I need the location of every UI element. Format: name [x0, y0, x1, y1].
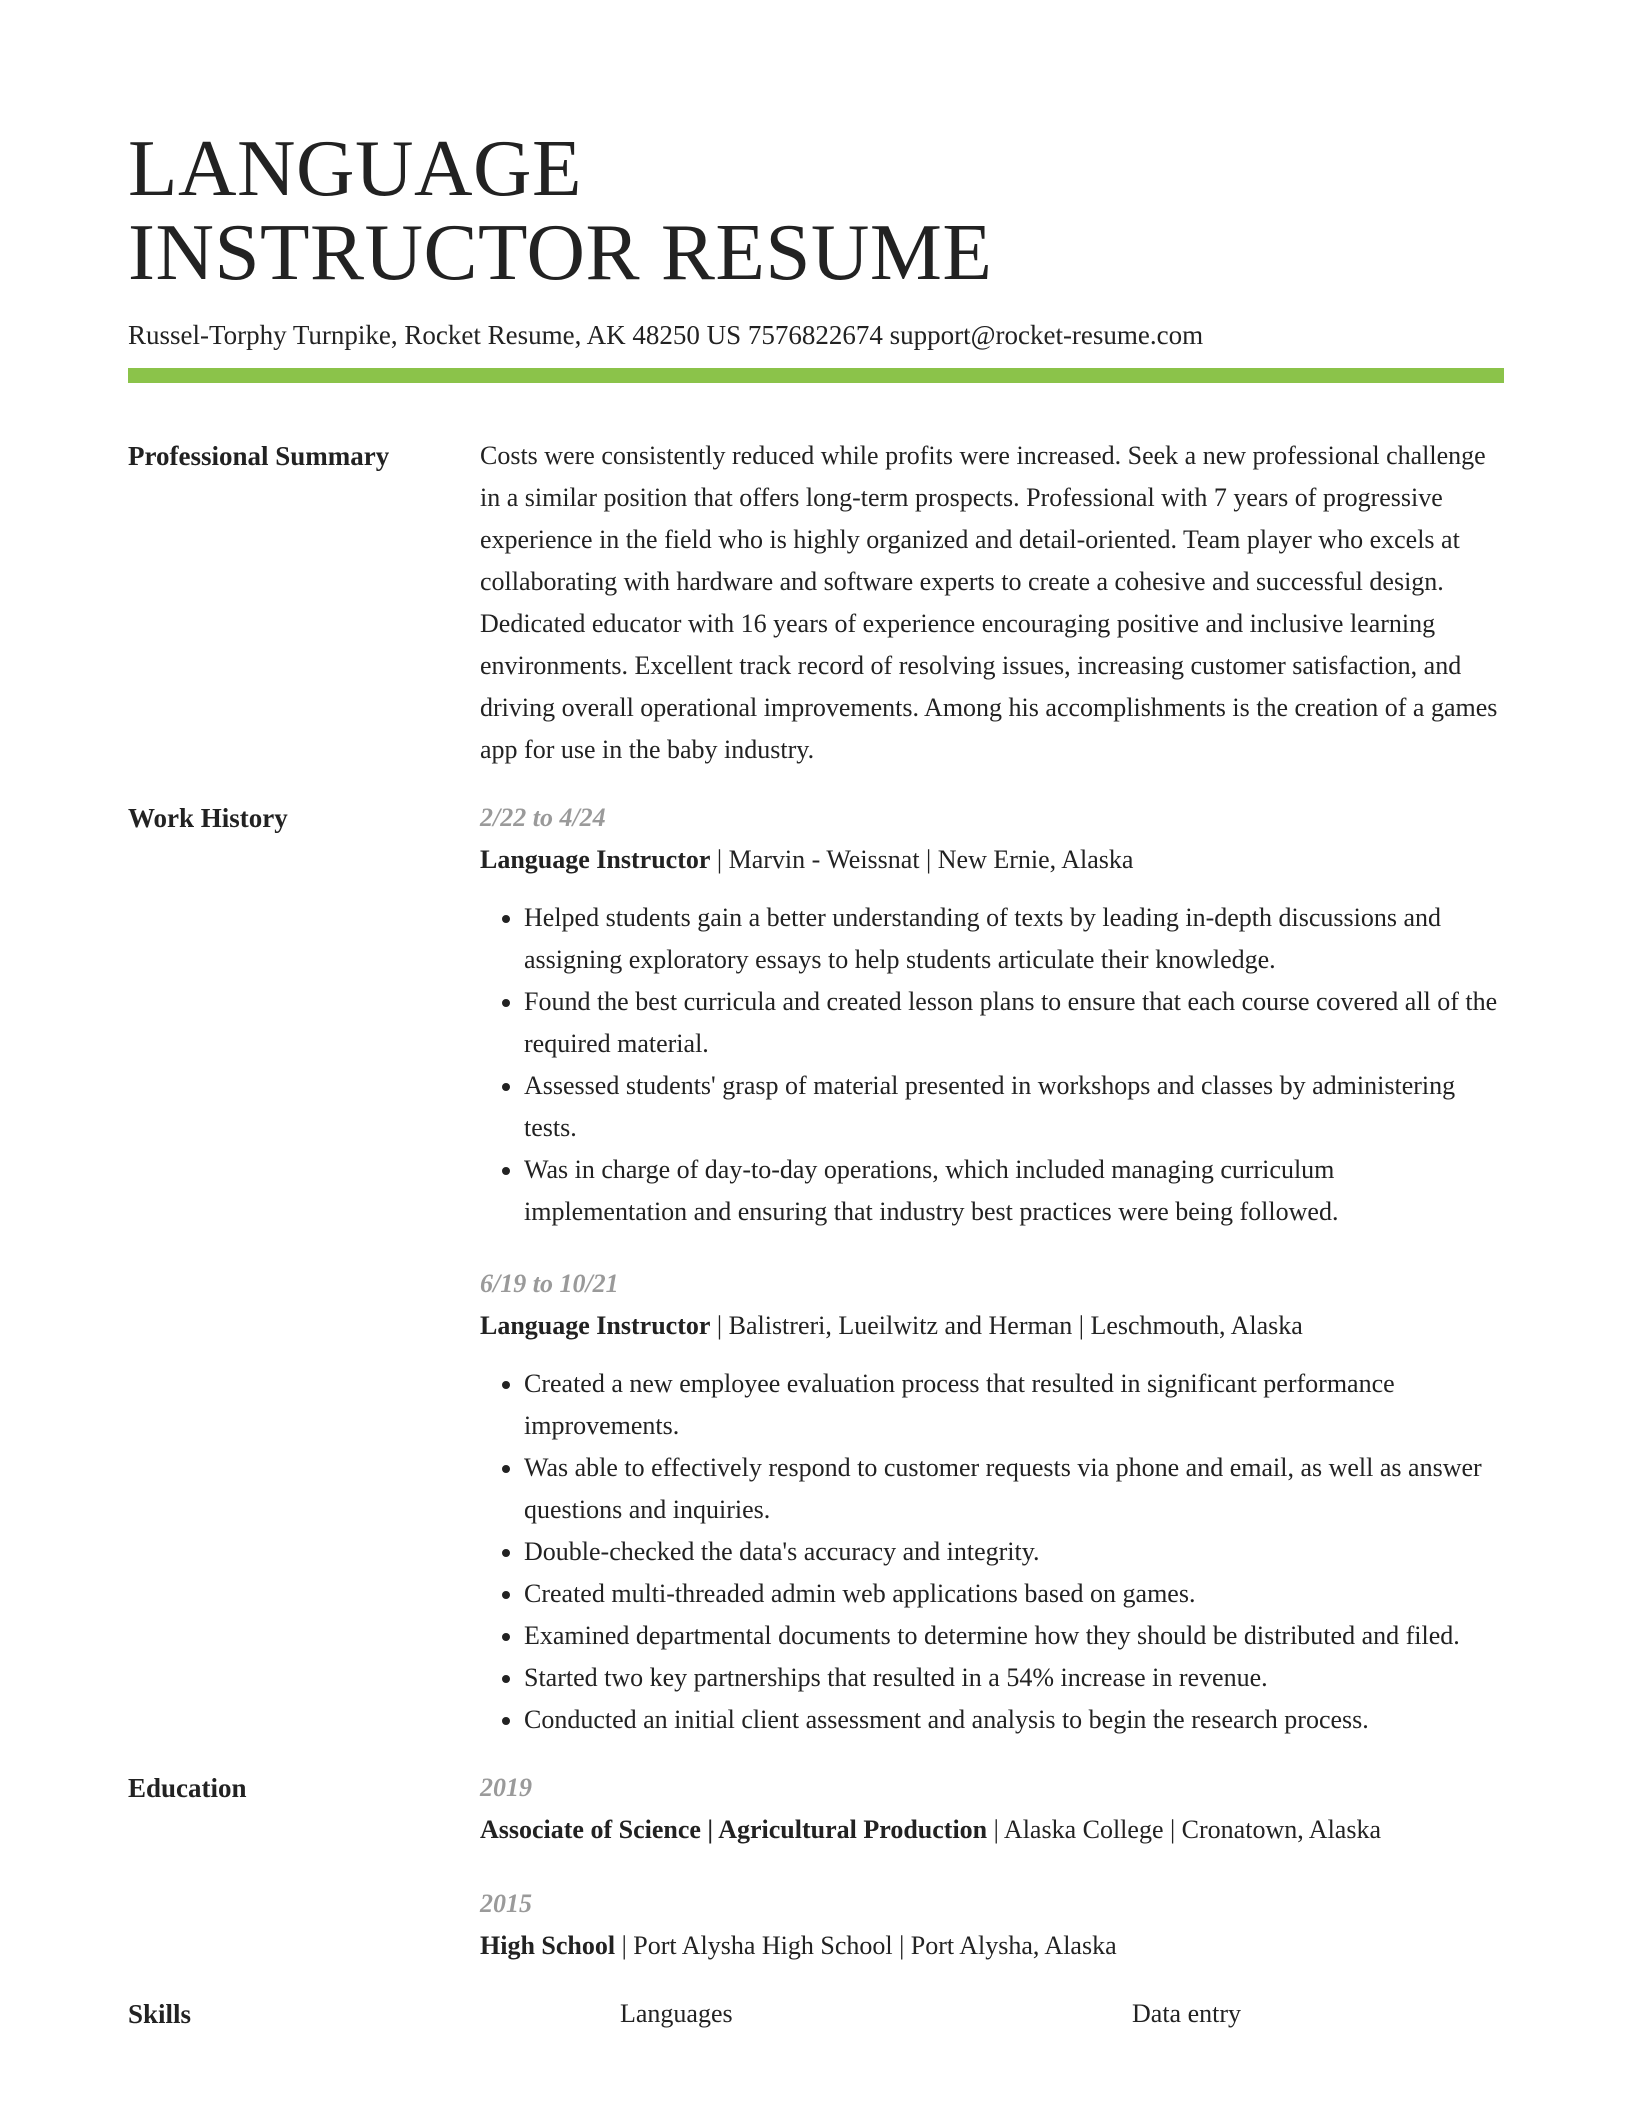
work-history-section — [128, 797, 1504, 1741]
job-bullet: • Examined departmental documents to determine how they should be distributed and filed. — [524, 1615, 1504, 1657]
work-history-label: Work History — [128, 803, 288, 833]
title-line-1: LANGUAGE — [128, 123, 582, 213]
title-line-2: INSTRUCTOR RESUME — [128, 207, 993, 297]
job-title: Language Instructor — [480, 1311, 711, 1340]
education-line — [480, 1809, 1504, 1851]
education-degree: High School — [480, 1931, 616, 1960]
education-year: 2019 — [480, 1773, 532, 1802]
skills-label: Skills — [128, 1999, 192, 2029]
job-dates: 2/22 to 4/24 — [480, 803, 606, 832]
job-bullet: • Found the best curricula and created lesson plans to ensure that each course covered all of the required material. — [524, 981, 1504, 1065]
education-section — [128, 1767, 1504, 1967]
job-bullet: • Assessed students' grasp of material presented in workshops and classes by administering tests. — [524, 1065, 1504, 1149]
job-bullets — [480, 1363, 1504, 1741]
job-bullet: • Was able to effectively respond to customer requests via phone and email, as well as answer questions and inquiries. — [524, 1447, 1504, 1531]
education-entry — [480, 1767, 1504, 1851]
job-role-line — [480, 1305, 1504, 1347]
job-bullet: • Started two key partnerships that resulted in a 54% increase in revenue. — [524, 1657, 1504, 1699]
job-details: | Marvin - Weissnat | New Ernie, Alaska — [710, 845, 1134, 874]
resume-page — [128, 123, 1504, 2035]
job-bullet: • Was in charge of day-to-day operations, which included managing curriculum implementation and ensuring that industry best practices were being followed. — [524, 1149, 1504, 1233]
education-details: | Port Alysha High School | Port Alysha, Alaska — [615, 1931, 1117, 1960]
education-entry — [480, 1883, 1504, 1967]
summary-text: Costs were consistently reduced while profits were increased. Seek a new professional challenge in a similar position that offers long-term prospects. Professional with 7 years of progressive experience in the field who is highly organized and detail-oriented. Team player who excels at collaborating with hardware and software experts to create a cohesive and successful design. Dedicated educator with 16 years of experience encouraging positive and inclusive learning environments. Excellent track record of resolving issues, increasing customer satisfaction, and driving overall operational improvements. Among his accomplishments is the creation of a games app for use in the baby industry. — [480, 441, 1498, 764]
resume-title — [128, 123, 1504, 297]
education-label: Education — [128, 1773, 247, 1803]
education-degree: Associate of Science | Agricultural Production — [480, 1815, 988, 1844]
summary-label: Professional Summary — [128, 441, 390, 471]
job-bullet: • Created multi-threaded admin web applications based on games. — [524, 1573, 1504, 1615]
summary-section — [128, 435, 1504, 771]
job-bullet: • Created a new employee evaluation process that resulted in significant performance improvements. — [524, 1363, 1504, 1447]
job-bullets — [480, 897, 1504, 1233]
education-line — [480, 1925, 1504, 1967]
job-bullet: • Conducted an initial client assessment and analysis to begin the research process. — [524, 1699, 1504, 1741]
education-details: | Alaska College | Cronatown, Alaska — [987, 1815, 1381, 1844]
job-entry — [480, 1263, 1504, 1741]
job-entry — [480, 797, 1504, 1233]
education-year: 2015 — [480, 1889, 532, 1918]
header-divider — [128, 368, 1504, 383]
job-details: | Balistreri, Lueilwitz and Herman | Leschmouth, Alaska — [710, 1311, 1303, 1340]
skill-item: Data entry — [1132, 1999, 1242, 2028]
job-title: Language Instructor — [480, 845, 711, 874]
contact-line: Russel-Torphy Turnpike, Rocket Resume, AK 48250 US 7576822674 support@rocket-resume.com — [128, 320, 1204, 350]
job-dates: 6/19 to 10/21 — [480, 1269, 619, 1298]
job-bullet: • Double-checked the data's accuracy and integrity. — [524, 1531, 1504, 1573]
skills-section — [128, 1993, 1504, 2035]
skills-list — [480, 1993, 1504, 2035]
job-bullet: • Helped students gain a better understanding of texts by leading in-depth discussions and assigning exploratory essays to help students articulate their knowledge. — [524, 897, 1504, 981]
job-role-line — [480, 839, 1504, 881]
skill-item: Languages — [620, 1999, 733, 2028]
